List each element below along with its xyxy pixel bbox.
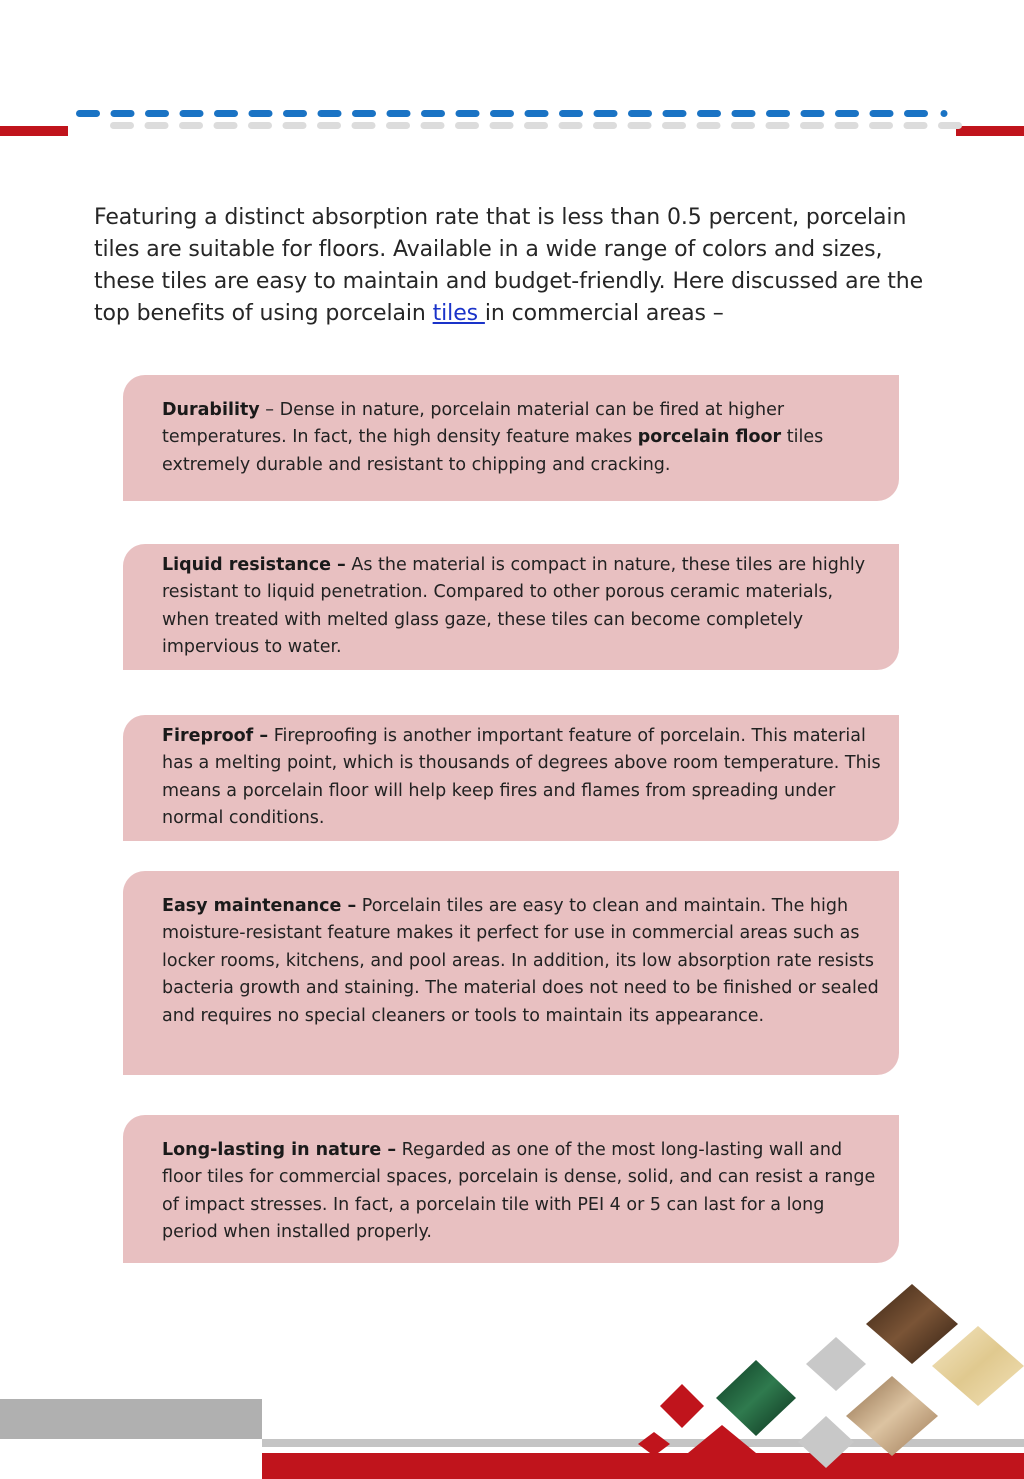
cream-tile xyxy=(932,1326,1024,1406)
gray-dash xyxy=(317,122,341,129)
gray-dash xyxy=(559,122,583,129)
blue-dash xyxy=(870,110,894,117)
blue-dash xyxy=(663,110,687,117)
blue-dash xyxy=(456,110,480,117)
blue-dash xyxy=(594,110,618,117)
benefit-title: Fireproof – xyxy=(162,726,269,746)
blue-dash xyxy=(387,110,411,117)
blue-dash xyxy=(732,110,756,117)
gray-dash xyxy=(490,122,514,129)
benefit-card-long-lasting xyxy=(123,1115,899,1263)
blue-dash xyxy=(352,110,376,117)
gray-dash xyxy=(800,122,824,129)
benefit-text: Fireproofing is another important feature of porcelain. This material has a melting point, which is thousands of degrees above room temperature. This means a porcelain floor will help keep fires and flames from spreading under normal conditions. xyxy=(162,726,881,829)
gray-dash xyxy=(524,122,548,129)
blue-dash xyxy=(145,110,169,117)
blue-dash xyxy=(421,110,445,117)
small-red-diamond-lower xyxy=(638,1432,670,1456)
header-left-red-bar xyxy=(0,126,68,136)
benefit-highlight: porcelain floor xyxy=(637,427,782,448)
blue-dash xyxy=(180,110,204,117)
gray-dash xyxy=(904,122,928,129)
gray-dash xyxy=(697,122,721,129)
blue-dot xyxy=(941,110,948,117)
benefit-card-easy-maintenance xyxy=(123,871,899,1075)
green-marble-tile xyxy=(716,1360,796,1436)
benefit-title: Durability xyxy=(162,400,260,420)
gray-diamond-tile-upper xyxy=(806,1337,866,1391)
blue-dash xyxy=(628,110,652,117)
gray-dash xyxy=(352,122,376,129)
gray-dash xyxy=(283,122,307,129)
benefit-text: – Dense in nature, porcelain material can be fired at higher temperatures. In fact, the high density feature makes xyxy=(162,400,785,448)
benefit-card-fireproof xyxy=(123,715,899,841)
gray-dash xyxy=(731,122,755,129)
intro-paragraph xyxy=(94,202,944,330)
gray-dash xyxy=(145,122,169,129)
benefit-card-durability xyxy=(123,375,899,501)
gray-dash xyxy=(835,122,859,129)
gray-dash xyxy=(455,122,479,129)
footer-red-bar xyxy=(262,1453,1024,1479)
footer-gray-block xyxy=(0,1399,262,1439)
header-dashed-ribbon xyxy=(0,100,1024,145)
blue-dash xyxy=(490,110,514,117)
intro-text: Featuring a distinct absorption rate that is less than 0.5 percent, porcelain tiles are suitable for floors. Available in a wide range of colors and sizes, these tiles are easy to maintain and budget-friendly. Here discussed are the top benefits of using porcelain xyxy=(94,205,924,326)
blue-dash xyxy=(525,110,549,117)
header-right-red-bar xyxy=(956,126,1024,136)
brown-marble-tile xyxy=(866,1284,958,1364)
gray-dash xyxy=(628,122,652,129)
benefit-card-liquid-resistance xyxy=(123,544,899,670)
gray-dash xyxy=(214,122,238,129)
gray-dash xyxy=(110,122,134,129)
gray-dash xyxy=(179,122,203,129)
blue-dash xyxy=(318,110,342,117)
blue-dash xyxy=(111,110,135,117)
gray-dash xyxy=(248,122,272,129)
blue-dash xyxy=(835,110,859,117)
blue-dash xyxy=(904,110,928,117)
tiles-link[interactable]: tiles xyxy=(432,301,485,326)
gray-dash xyxy=(662,122,686,129)
gray-dash xyxy=(386,122,410,129)
benefit-text: Porcelain tiles are easy to clean and maintain. The high moisture-resistant feature makes it perfect for use in commercial areas such as locker rooms, kitchens, and pool areas. In addition, its low absorption rate resists bacteria growth and staining. The material does not need to be finished or sealed and requires no special cleaners or tools to maintain its appearance. xyxy=(162,896,879,1026)
benefit-title: Easy maintenance – xyxy=(162,896,357,916)
blue-dash xyxy=(283,110,307,117)
gray-dash xyxy=(938,122,962,129)
blue-dash xyxy=(801,110,825,117)
benefit-title: Liquid resistance – xyxy=(162,555,346,575)
red-diamond-tile xyxy=(660,1384,704,1428)
blue-dash xyxy=(697,110,721,117)
benefit-text: Regarded as one of the most long-lasting wall and floor tiles for commercial spaces, porcelain is dense, solid, and can resist a range of impact stresses. In fact, a porcelain tile with PEI 4 or 5 can last for a long period when installed properly. xyxy=(162,1140,876,1243)
gray-dash-row xyxy=(110,122,962,129)
benefit-text-end: tiles extremely durable and resistant to chipping and cracking. xyxy=(162,427,824,475)
blue-dash xyxy=(214,110,238,117)
blue-dash xyxy=(766,110,790,117)
benefit-title: Long-lasting in nature – xyxy=(162,1140,397,1160)
intro-text-end: in commercial areas – xyxy=(484,301,724,326)
blue-dash xyxy=(76,110,100,117)
gray-dash xyxy=(593,122,617,129)
gray-dash xyxy=(421,122,445,129)
blue-dash-row xyxy=(76,110,948,117)
gray-dash xyxy=(766,122,790,129)
gray-dash xyxy=(869,122,893,129)
blue-dash xyxy=(249,110,273,117)
footer-tile-decoration xyxy=(0,1280,1024,1479)
benefit-text: As the material is compact in nature, these tiles are highly resistant to liquid penetration. Compared to other porous ceramic materials, when treated with melted glass gaze, these tiles can become completely impervious to water. xyxy=(162,555,866,658)
blue-dash xyxy=(559,110,583,117)
